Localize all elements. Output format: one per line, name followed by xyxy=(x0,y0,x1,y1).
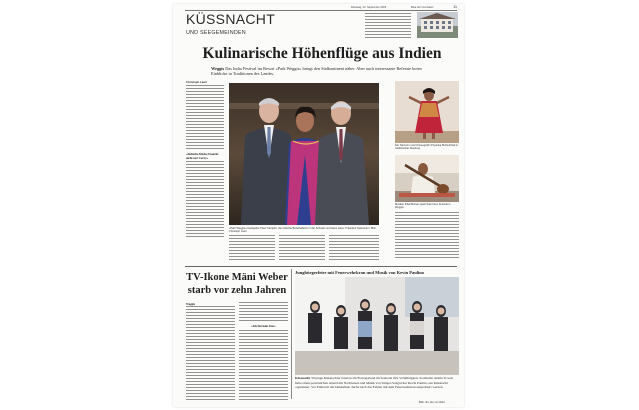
secondary-column-2b xyxy=(239,330,288,400)
lead-headline: Kulinarische Höhenflüge aus Indien xyxy=(202,45,442,62)
section-subtitle: UND SEEGEMEINDEN xyxy=(186,30,246,36)
lead-column-1b xyxy=(186,161,224,239)
musician-caption: Musiker Ikbal Mohan spielt Sitar beim Festival in Weggis. xyxy=(395,203,451,209)
third-teaser xyxy=(295,376,459,390)
lead-column-1 xyxy=(186,85,224,151)
musician-photo xyxy=(395,155,459,202)
third-place: Küssnacht xyxy=(295,376,311,380)
paper-name: Bote der Urschweiz xyxy=(411,6,434,9)
party-photo xyxy=(295,277,459,375)
lead-author: Christoph Lauri xyxy=(186,80,207,84)
secondary-column-2a xyxy=(239,302,288,322)
lead-column-4 xyxy=(329,235,379,261)
third-photo-credit: Bild: Urs Jan von Rohr xyxy=(419,401,445,404)
column-divider xyxy=(291,269,292,399)
third-teaser-text: 30 junge Küssnachter feierten am Freitagabend im Seehotel ihre Volljährigkeit. Statthalter Armin Trosch hatte einen persönlichen Abend mit Nachtessen und Musik von Sänger-Songwriter Kevin Paulino aus Küssnacht organisiert. Vor Einbruch der Dunkelheit durfte nach das Fahren mit dem Feuerwehrkran ausprobiert werden. xyxy=(295,376,453,390)
section-divider xyxy=(185,266,457,267)
section-title: KÜSSNACHT xyxy=(186,11,276,27)
secondary-column-1 xyxy=(186,306,235,400)
secondary-headline-1: TV-Ikone Mäni Weber xyxy=(186,272,288,283)
lead-column-2 xyxy=(229,235,275,261)
lead-subhead: «Indische Küche braucht nicht nur Curry» xyxy=(186,152,219,160)
lead-place: Weggis xyxy=(211,66,225,71)
main-photo-caption: «Park Weggis»-Gastgeber Peter Kämpfer, die indische Botschafterin in der Schweiz und Hans Hess, Präsident Swissmem. Bild: Christoph Lauri xyxy=(229,227,376,233)
secondary-subhead: «Ich bin kein Star» xyxy=(251,324,276,328)
lead-teaser-text: Das India Festival im Resort «Park Weggis» bringt den Südkontinent näher. Aber auch interessante Referate boten Einblicke in Traditionen des Landes. xyxy=(211,66,422,76)
secondary-place: Weggis xyxy=(186,302,196,306)
header-building-photo xyxy=(417,12,458,38)
main-photo-three-people xyxy=(229,83,379,225)
dancer-caption: Die Tänzerin und Choreografin Priyanka Brahmbhatt in traditioneller Kleidung. xyxy=(395,144,459,150)
lead-teaser xyxy=(211,66,433,76)
secondary-headline-2: starb vor zehn Jahren xyxy=(187,285,287,296)
dancer-photo xyxy=(395,81,459,143)
page-number: 11 xyxy=(453,4,458,9)
newspaper-page xyxy=(173,4,464,407)
third-headline: Jungbürgerfeier mit Feuerwehrkran und Musik von Kevin Paulino xyxy=(295,270,425,275)
lead-column-3 xyxy=(279,235,325,261)
header-info-text xyxy=(365,13,411,39)
date-line: Dienstag, 22. September 2015 xyxy=(351,6,387,9)
right-column-text xyxy=(395,212,459,260)
